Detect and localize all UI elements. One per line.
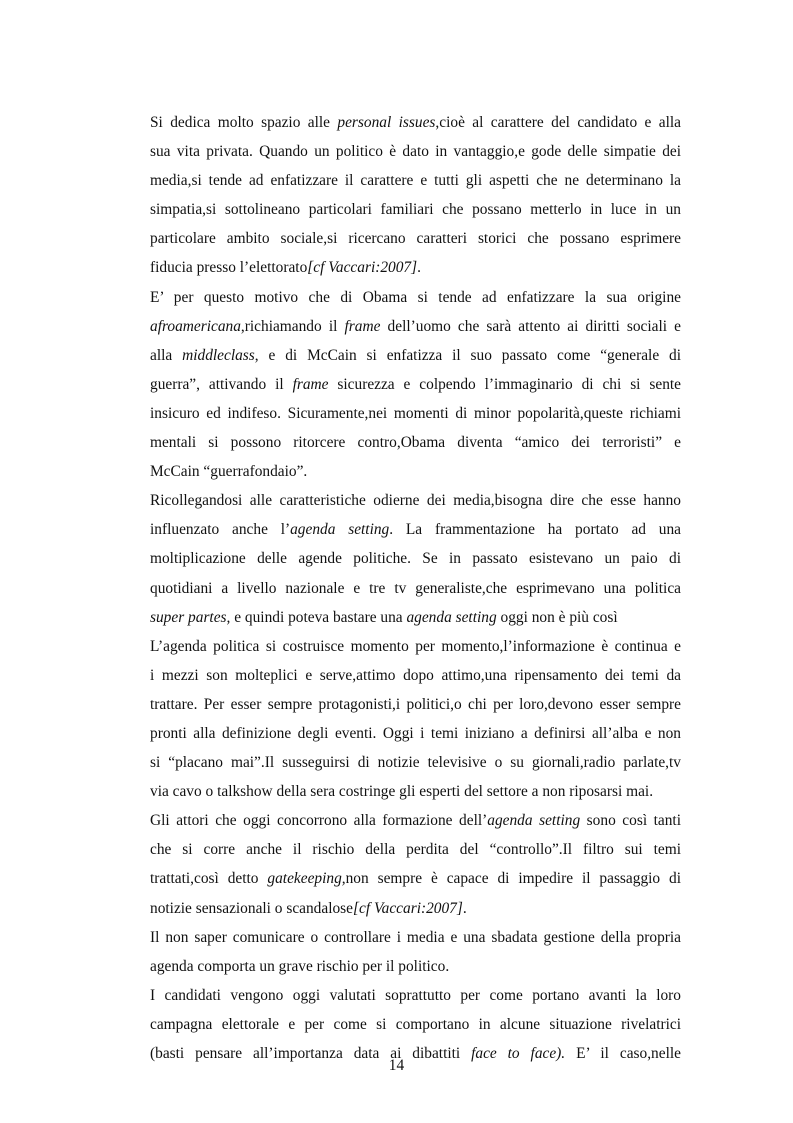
text-line (150, 952, 681, 981)
text-line (150, 457, 681, 486)
text-run: E’ il caso,nelle (565, 1045, 681, 1062)
text-run: quotidiani a livello nazionale e tre tv generaliste,che esprimevano una politica (150, 579, 681, 597)
text-run: oggi non è più così (496, 608, 618, 626)
text-run: alla (150, 346, 183, 364)
text-run: che si corre anche il rischio della perdita del “controllo”.Il filtro sui temi (150, 841, 681, 859)
text-run: si “placano mai”.Il susseguirsi di notizie televisive o su giornali,radio parlate,tv (150, 754, 681, 772)
italic-text: agenda setting (487, 812, 581, 830)
italic-text: frame (344, 317, 381, 335)
italic-text: agenda setting (290, 521, 390, 539)
text-line (150, 806, 681, 835)
body-text (150, 108, 681, 1068)
text-line (150, 166, 681, 195)
text-run: non sempre è capace di impedire il passaggio di (345, 870, 681, 888)
text-run: trattare. Per esser sempre protagonisti,i politici,o chi per loro,devono esser sempre (150, 695, 681, 713)
text-run: Ricollegandosi alle caratteristiche odierne dei media,bisogna dire che esse hanno (150, 492, 681, 510)
text-run: trattati,così detto (150, 870, 268, 888)
text-run: dell’uomo che sarà attento ai diritti sociali e (380, 317, 681, 335)
text-run: ,richiamando il (240, 317, 345, 335)
text-run: influenzato anche l’ (150, 521, 291, 539)
text-run: , e di McCain si enfatizza il suo passato come “generale di (254, 346, 682, 364)
text-line (150, 923, 681, 952)
text-line (150, 690, 681, 719)
text-run: I candidati vengono oggi valutati soprattutto per come portano avanti la loro (150, 986, 681, 1004)
text-line (150, 137, 681, 166)
text-run: sua vita privata. Quando un politico è dato in vantaggio,e gode delle simpatie dei (150, 143, 681, 161)
text-run: . (462, 899, 467, 917)
text-run: ,cioè al carattere del candidato e alla (435, 114, 681, 131)
text-run: moltiplicazione delle agende politiche. Se in passato esistevano un paio di (150, 550, 681, 568)
text-run: via cavo o talkshow della sera costringe gli esperti del settore a non riposarsi mai. (150, 783, 654, 801)
text-line (150, 253, 681, 282)
text-run: Il non saper comunicare o controllare i media e una sbadata gestione della propria (150, 928, 681, 946)
italic-text: super partes, (150, 608, 231, 626)
italic-text: personal issues (337, 114, 436, 131)
text-line (150, 399, 681, 428)
text-run: agenda comporta un grave rischio per il politico. (150, 957, 450, 975)
italic-text: [cf Vaccari:2007] (307, 259, 418, 277)
text-line (150, 603, 681, 632)
italic-text: face to face). (471, 1045, 566, 1062)
text-run: guerra”, attivando il (150, 375, 293, 393)
text-run: E’ per questo motivo che di Obama si tende ad enfatizzare la sua origine (150, 288, 681, 306)
text-line (150, 515, 681, 544)
text-run: sicurezza e colpendo l’immaginario di chi si sente (328, 375, 681, 393)
text-run: media,si tende ad enfatizzare il carattere e tutti gli aspetti che ne determinano la (150, 172, 681, 190)
text-run: i mezzi son molteplici e serve,attimo dopo attimo,una ripensamento dei temi da (150, 666, 681, 684)
text-run: McCain “guerrafondaio”. (150, 463, 308, 481)
text-run: mentali si possono ritorcere contro,Obama diventa “amico dei terroristi” e (150, 434, 681, 452)
text-run: notizie sensazionali o scandalose (150, 899, 354, 917)
text-line (150, 224, 681, 253)
text-line (150, 632, 681, 661)
text-line (150, 283, 681, 312)
text-run: Gli attori che oggi concorrono alla formazione dell’ (150, 812, 488, 830)
text-run: L’agenda politica si costruisce momento per momento,l’informazione è continua e (150, 637, 681, 655)
text-run: insicuro ed indifeso. Sicuramente,nei momenti di minor popolarità,queste richiami (150, 404, 681, 422)
text-line (150, 981, 681, 1010)
text-line (150, 370, 681, 399)
text-run: Si dedica molto spazio alle (150, 114, 338, 131)
text-run: (basti pensare all’importanza data ai dibattiti (150, 1045, 472, 1062)
text-line (150, 719, 681, 748)
text-line (150, 864, 681, 893)
text-line (150, 341, 681, 370)
text-line (150, 574, 681, 603)
text-line (150, 748, 681, 777)
text-run: . (417, 259, 421, 277)
text-line (150, 108, 681, 137)
italic-text: agenda setting (406, 608, 497, 626)
text-run: e quindi poteva bastare una (230, 608, 407, 626)
text-line (150, 777, 681, 806)
text-line (150, 835, 681, 864)
italic-text: frame (292, 375, 329, 393)
text-line (150, 894, 681, 923)
text-run: pronti alla definizione degli eventi. Oggi i temi iniziano a definirsi all’alba e non (150, 724, 681, 742)
text-run: fiducia presso l’elettorato (150, 259, 308, 277)
text-line (150, 1010, 681, 1039)
text-run: campagna elettorale e per come si comportano in alcune situazione rivelatrici (150, 1015, 681, 1033)
text-run: . La frammentazione ha portato ad una (389, 521, 681, 539)
italic-text: gatekeeping, (267, 870, 346, 888)
text-run: sono così tanti (580, 812, 681, 830)
italic-text: afroamericana (150, 317, 241, 335)
text-run: simpatia,si sottolineano particolari familiari che possano metterlo in luce in un (150, 201, 681, 219)
text-line (150, 486, 681, 515)
text-line (150, 312, 681, 341)
text-line (150, 195, 681, 224)
text-line (150, 544, 681, 573)
text-run: particolare ambito sociale,si ricercano caratteri storici che possano esprimere (150, 230, 681, 248)
text-line (150, 428, 681, 457)
text-line (150, 661, 681, 690)
italic-text: middleclass (182, 346, 255, 364)
page-number: 14 (388, 1057, 405, 1074)
italic-text: [cf Vaccari:2007] (353, 899, 463, 917)
